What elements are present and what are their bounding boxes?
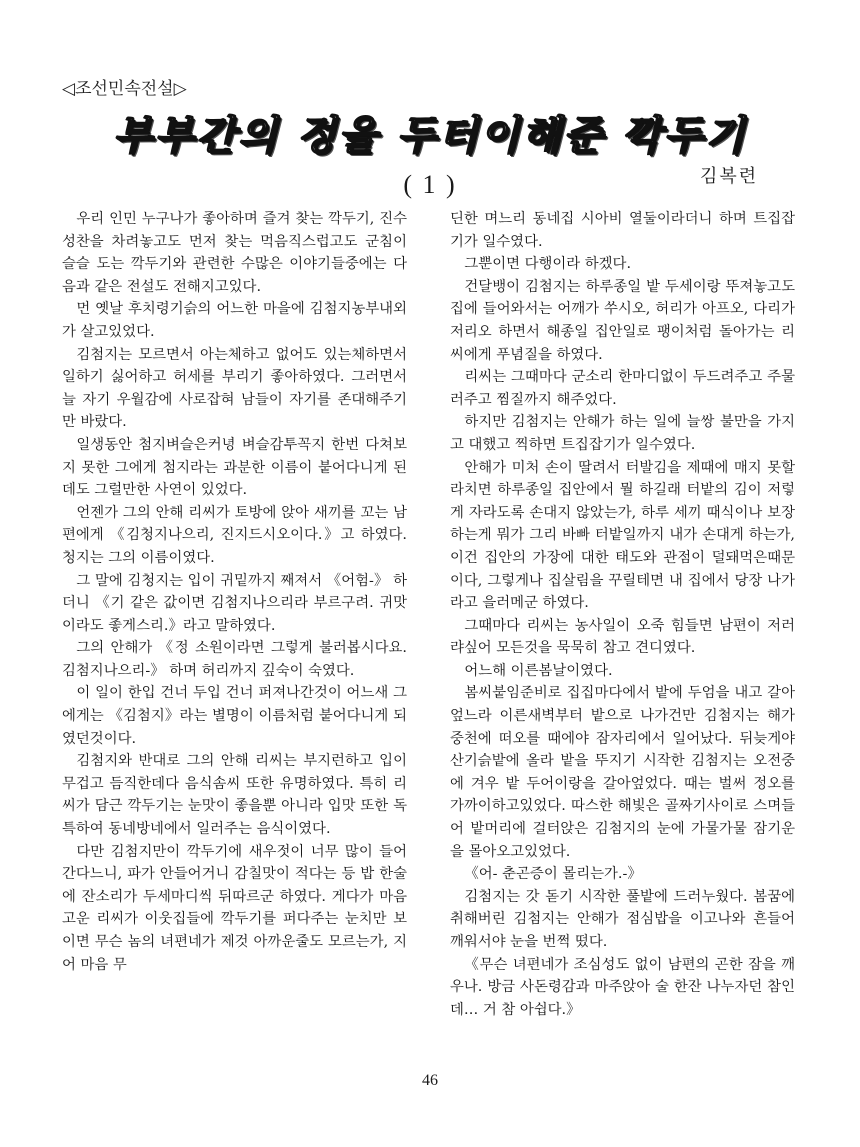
story-title: 부부간의 정을 두터이해준 깍두기 [113,113,747,159]
paragraph: 딘한 며느리 동네집 시아비 열둘이라더니 하며 트집잡기가 일수였다. [450,211,795,250]
paragraph: 김첨지는 모르면서 아는체하고 없어도 있는체하면서 일하기 싫어하고 허세를 부리기 좋아하였다. 그러면서 늘 자기 우월감에 사로잡혀 남들이 자기를 존대해주기만 바랐다. [62,346,407,431]
paragraph: 그뿐이면 다행이라 하겠다. [464,256,632,273]
series-label: ◁조선민속전설▷ [62,79,187,99]
author-name: 김복련 [700,166,759,187]
paragraph: 김첨지는 갓 돋기 시작한 풀밭에 드러누웠다. 봄꿈에 취해버린 김첨지는 안해가 점심밥을 이고나와 흔들어 깨워서야 눈을 번쩍 떴다. [450,888,795,950]
part-number: ( 1 ) [403,170,457,199]
paragraph: 어느해 이른봄날이였다. [464,662,613,679]
paragraph: 그 말에 김청지는 입이 귀밑까지 째져서 《어험-》 하더니 《기 같은 값이면 김첨지나으리라 부르구려. 귀맛이라도 좋게스리.》라고 말하였다. [62,572,407,634]
left-column [62,208,407,976]
paragraph: 언젠가 그의 안해 리씨가 토방에 앉아 새끼를 꼬는 남편에게 《김청지나으리, 진지드시오이다.》고 하였다. 청지는 그의 이름이였다. [62,504,407,566]
paragraph: 그의 안해가 《정 소원이라면 그렇게 불러봅시다요. 김첨지나으리-》 하며 허리까지 깊숙이 숙였다. [62,640,407,679]
paragraph: 하지만 김첨지는 안해가 하는 일에 늘쌍 불만을 가지고 대했고 찍하면 트집잡기가 일수였다. [450,414,795,453]
paragraph: 김첨지와 반대로 그의 안해 리씨는 부지런하고 입이 무겁고 듬직한데다 음식솜씨 또한 유명하였다. 특히 리씨가 담근 깍두기는 눈맛이 좋을뿐 아니라 입맛 또한 독특하여 동네방네에서 일러주는 음식이였다. [62,753,407,838]
right-column [450,208,795,1021]
paragraph: 리씨는 그때마다 군소리 한마디없이 두드려주고 주물러주고 찜질까지 해주었다. [450,369,795,408]
page-number: 46 [422,1072,438,1089]
paragraph: 다만 김첨지만이 깍두기에 새우젓이 너무 많이 들어간다느니, 파가 안들어거니 감칠맛이 적다는 등 밥 한술에 잔소리가 두세마디씩 뒤따르군 하였다. 게다가 마음 고운 리씨가 이웃집들에 깍두기를 퍼다주는 눈치만 보이면 무슨 놈의 녀편네가 제것 아까운줄도 모르는가, 지어 마음 무 [62,843,407,973]
paragraph: 먼 옛날 후치령기슭의 어느한 마을에 김첨지농부내외가 살고있었다. [62,301,407,340]
paragraph: 우리 인민 누구나가 좋아하며 즐겨 찾는 깍두기, 진수성찬을 차려놓고도 먼저 찾는 먹음직스럽고도 군침이 슬슬 도는 깍두기와 관련한 수많은 이야기들중에는 다음과 같은 전설도 전해지고있다. [62,211,407,295]
paragraph: 이 일이 한입 건너 두입 건너 퍼져나간것이 어느새 그에게는 《김첨지》라는 별명이 이름처럼 붙어다니게 되였던것이다. [62,685,407,747]
paragraph: 《무슨 녀편네가 조심성도 없이 남편의 곤한 잠을 깨우나. 방금 사돈령감과 마주앉아 술 한잔 나누자던 참인데… 거 참 아쉽다.》 [450,956,795,1018]
paragraph: 건달뱅이 김첨지는 하루종일 밭 두세이랑 뚜져놓고도 집에 들어와서는 어깨가 쑤시오, 허리가 아프오, 다리가 저리오 하면서 해종일 집안일로 팽이처럼 돌아가는 리씨에게 푸념질을 하였다. [450,278,795,363]
paragraph: 《어- 춘곤증이 몰리는가.-》 [464,866,642,883]
paragraph: 안해가 미처 손이 딸려서 터발김을 제때에 매지 못할라치면 하루종일 집안에서 뭘 하길래 터밭의 김이 저렇게 자라도록 손대지 않았는가, 하루 세끼 때식이나 보장하는게 뭐가 그리 바빠 터밭일까지 내가 손대게 하는가, 이건 집안의 가장에 대한 태도와 관점이 덜돼먹은때문이다, 그렇게나 집살림을 꾸릴테면 내 집에서 당장 나가라고 을러메군 하였다. [450,459,795,612]
paragraph: 봄씨붙임준비로 집집마다에서 밭에 두엄을 내고 갈아엎느라 이른새벽부터 밭으로 나가건만 김첨지는 해가 중천에 떠오를 때에야 잠자리에서 일어났다. 뒤늦게야 산기슭밭에 올라 밭을 뚜지기 시작한 김첨지는 오전중에 겨우 밭 두어이랑을 갈아엎었다. 때는 벌써 정오를 가까이하고있었다. 따스한 해빛은 골짜기사이로 스며들어 밭머리에 걸터앉은 김첨지의 눈에 가물가물 잠기운을 몰아오고있었다. [450,685,795,860]
paragraph: 일생동안 첨지벼슬은커녕 벼슬감투꼭지 한번 다쳐보지 못한 그에게 첨지라는 과분한 이름이 붙어다니게 된데도 그럴만한 사연이 있었다. [62,436,407,499]
paragraph: 그때마다 리씨는 농사일이 오죽 힘들면 남편이 저러랴싶어 모든것을 묵묵히 참고 견디였다. [450,617,795,657]
